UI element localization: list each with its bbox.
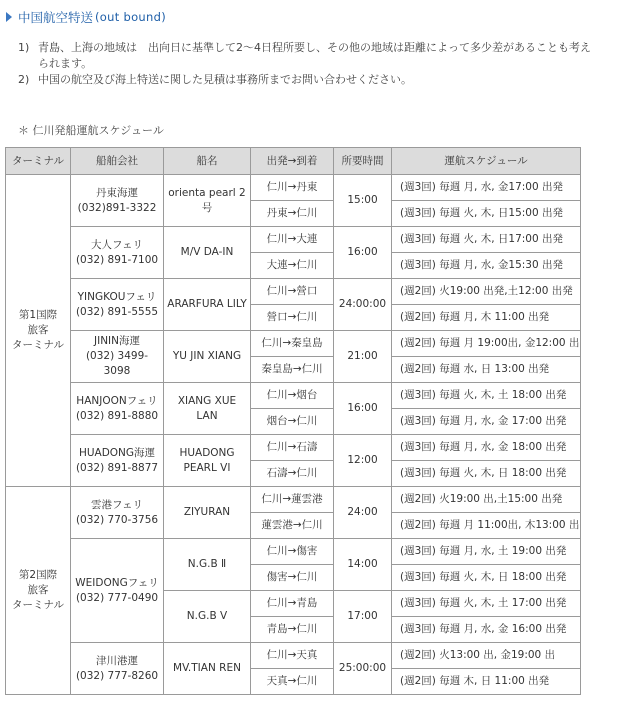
- ship-name-cell: YU JIN XIANG: [164, 331, 251, 383]
- route-cell: 丹東→仁川: [251, 201, 334, 227]
- route-cell: 青島→仁川: [251, 617, 334, 643]
- terminal-cell: 第1国際 旅客 ターミナル: [6, 175, 71, 487]
- company-phone: (032) 777-8260: [75, 669, 159, 682]
- schedule-cell: (週2回) 毎週 月 11:00出, 木13:00 出: [392, 513, 581, 539]
- duration-cell: 12:00: [334, 435, 392, 487]
- company-name: JININ海運: [94, 335, 140, 347]
- schedule-table-body: [6, 175, 581, 695]
- duration-cell: 24:00:00: [334, 279, 392, 331]
- company-phone: (032) 770-3756: [75, 513, 159, 526]
- header-ship: 船名: [164, 148, 251, 175]
- section-subtitle: (out bound): [95, 10, 166, 24]
- header-route: 出発→到着: [251, 148, 334, 175]
- note-item: [18, 40, 598, 72]
- company-cell: [71, 227, 164, 279]
- schedule-cell: (週3回) 毎週 月, 水, 金 17:00 出発: [392, 409, 581, 435]
- note-text: 青島、上海の地域は 出向日に基準して2〜4日程所要し、その他の地域は距離によって多少差があることも考えられます。: [38, 41, 591, 70]
- duration-cell: 25:00:00: [334, 643, 392, 695]
- section-heading: [6, 8, 166, 26]
- company-name: 丹東海運: [96, 186, 138, 199]
- company-phone: (032) 891-5555: [75, 305, 159, 318]
- ship-name-cell: orienta pearl 2号: [164, 175, 251, 227]
- route-cell: 營口→仁川: [251, 305, 334, 331]
- header-company: 船舶会社: [71, 148, 164, 175]
- schedule-cell: (週3回) 毎週 月, 水, 金15:30 出発: [392, 253, 581, 279]
- company-cell: [71, 539, 164, 643]
- company-cell: [71, 435, 164, 487]
- schedule-cell: (週2回) 火19:00 出,土15:00 出発: [392, 487, 581, 513]
- duration-cell: 16:00: [334, 227, 392, 279]
- ship-name-cell: ARARFURA LILY: [164, 279, 251, 331]
- company-phone: (032) 3499-3098: [85, 350, 149, 377]
- schedule-cell: (週3回) 毎週 火, 木, 日15:00 出発: [392, 201, 581, 227]
- company-phone: (032) 891-8880: [75, 409, 159, 422]
- terminal-cell: 第2国際 旅客 ターミナル: [6, 487, 71, 695]
- schedule-cell: (週3回) 毎週 火, 木, 土 18:00 出発: [392, 383, 581, 409]
- company-phone: (032) 891-7100: [75, 253, 159, 266]
- company-name: WEIDONGフェリ: [75, 576, 159, 589]
- triangle-bullet-icon: [6, 12, 12, 22]
- schedule-cell: (週2回) 火13:00 出, 金19:00 出: [392, 643, 581, 669]
- company-cell: [71, 331, 164, 383]
- duration-cell: 15:00: [334, 175, 392, 227]
- route-cell: 仁川→大連: [251, 227, 334, 253]
- route-cell: 仁川→營口: [251, 279, 334, 305]
- route-cell: 傷害→仁川: [251, 565, 334, 591]
- schedule-cell: (週2回) 毎週 木, 日 11:00 出発: [392, 669, 581, 695]
- route-cell: 仁川→烟台: [251, 383, 334, 409]
- ship-name-cell: N.G.B Ⅱ: [164, 539, 251, 591]
- route-cell: 烟台→仁川: [251, 409, 334, 435]
- notes-list: [18, 40, 598, 88]
- header-schedule: 運航スケジュール: [392, 148, 581, 175]
- schedule-cell: (週2回) 毎週 水, 日 13:00 出発: [392, 357, 581, 383]
- company-cell: [71, 383, 164, 435]
- company-name: HUADONG海運: [78, 446, 156, 459]
- duration-cell: 16:00: [334, 383, 392, 435]
- note-number: 2): [18, 73, 30, 86]
- schedule-cell: (週2回) 火19:00 出発,土12:00 出発: [392, 279, 581, 305]
- schedule-cell: (週2回) 毎週 月 19:00出, 金12:00 出: [392, 331, 581, 357]
- schedule-table: [5, 147, 581, 695]
- route-cell: 仁川→秦皇島: [251, 331, 334, 357]
- ship-name-cell: N.G.B Ⅴ: [164, 591, 251, 643]
- ship-name-cell: MV.TIAN REN: [164, 643, 251, 695]
- route-cell: 仁川→傷害: [251, 539, 334, 565]
- ship-name-cell: XIANG XUE LAN: [164, 383, 251, 435]
- route-cell: 蓮雲港→仁川: [251, 513, 334, 539]
- company-cell: [71, 175, 164, 227]
- schedule-cell: (週3回) 毎週 火, 木, 日 18:00 出発: [392, 565, 581, 591]
- table-row: [6, 435, 581, 461]
- company-name: YINGKOUフェリ: [77, 290, 157, 303]
- duration-cell: 17:00: [334, 591, 392, 643]
- company-name: 雲港フェリ: [91, 498, 143, 511]
- table-row: [6, 331, 581, 357]
- route-cell: 天真→仁川: [251, 669, 334, 695]
- company-name: 大人フェリ: [91, 238, 143, 251]
- schedule-cell: (週3回) 毎週 火, 木, 日17:00 出発: [392, 227, 581, 253]
- schedule-cell: (週3回) 毎週 月, 水, 土 19:00 出発: [392, 539, 581, 565]
- route-cell: 石濤→仁川: [251, 461, 334, 487]
- note-item: [18, 72, 598, 88]
- company-name: HANJOONフェリ: [76, 394, 158, 407]
- table-row: [6, 279, 581, 305]
- table-row: [6, 643, 581, 669]
- header-terminal: ターミナル: [6, 148, 71, 175]
- duration-cell: 24:00: [334, 487, 392, 539]
- route-cell: 仁川→天真: [251, 643, 334, 669]
- company-phone: (032) 777-0490: [75, 591, 159, 604]
- ship-name-cell: HUADONG PEARL VI: [164, 435, 251, 487]
- schedule-cell: (週3回) 毎週 月, 水, 金17:00 出発: [392, 175, 581, 201]
- table-row: [6, 383, 581, 409]
- table-row: [6, 539, 581, 565]
- note-text: 中国の航空及び海上特送に関した見積は事務所までお問い合わせください。: [38, 73, 412, 86]
- route-cell: 仁川→蓮雲港: [251, 487, 334, 513]
- ship-name-cell: M/V DA-IN: [164, 227, 251, 279]
- company-cell: [71, 279, 164, 331]
- schedule-title: ＊ 仁川発船運航スケジュール: [18, 124, 164, 137]
- company-cell: [71, 643, 164, 695]
- header-duration: 所要時間: [334, 148, 392, 175]
- schedule-cell: (週3回) 毎週 月, 水, 金 18:00 出発: [392, 435, 581, 461]
- table-header-row: [6, 148, 581, 175]
- section-title: 中国航空特送: [18, 10, 94, 25]
- company-phone: (032) 891-8877: [75, 461, 159, 474]
- table-row: [6, 175, 581, 201]
- company-cell: [71, 487, 164, 539]
- duration-cell: 21:00: [334, 331, 392, 383]
- company-phone: (032)891-3322: [77, 201, 157, 214]
- company-name: 津川港運: [96, 654, 138, 667]
- ship-name-cell: ZIYURAN: [164, 487, 251, 539]
- route-cell: 仁川→石濤: [251, 435, 334, 461]
- table-row: [6, 487, 581, 513]
- duration-cell: 14:00: [334, 539, 392, 591]
- note-number: 1): [18, 41, 30, 54]
- schedule-cell: (週3回) 毎週 火, 木, 土 17:00 出発: [392, 591, 581, 617]
- route-cell: 仁川→青島: [251, 591, 334, 617]
- route-cell: 秦皇島→仁川: [251, 357, 334, 383]
- schedule-cell: (週2回) 毎週 月, 木 11:00 出発: [392, 305, 581, 331]
- schedule-cell: (週3回) 毎週 月, 水, 金 16:00 出発: [392, 617, 581, 643]
- schedule-cell: (週3回) 毎週 火, 木, 日 18:00 出発: [392, 461, 581, 487]
- route-cell: 大連→仁川: [251, 253, 334, 279]
- table-row: [6, 227, 581, 253]
- route-cell: 仁川→丹東: [251, 175, 334, 201]
